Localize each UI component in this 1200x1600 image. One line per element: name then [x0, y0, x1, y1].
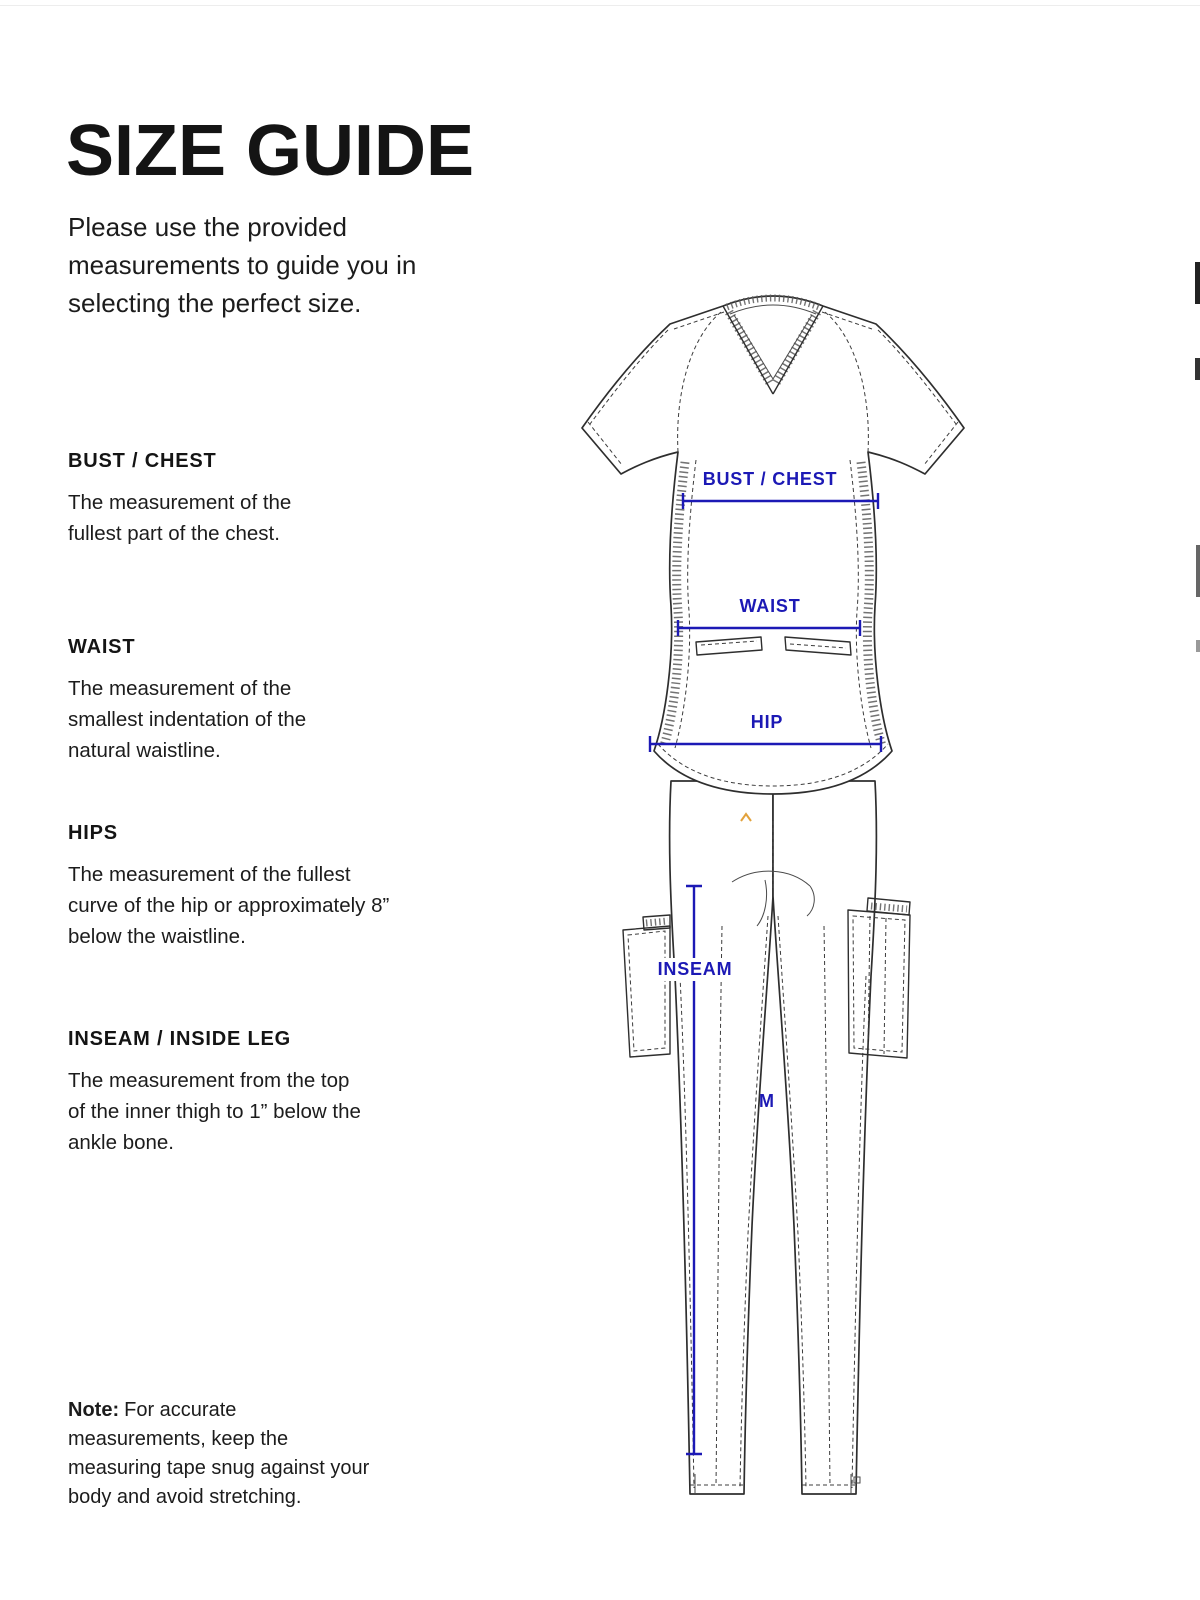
page-edge-artifact [1195, 358, 1200, 380]
section-bust-chest [68, 450, 340, 549]
page-edge-artifact [1196, 640, 1200, 652]
inseam-measure-label: INSEAM [657, 959, 733, 979]
note-body: For accurate measurements, keep the measuring tape snug against your body and avoid stretching. [68, 1399, 370, 1508]
garment-diagram [518, 276, 1058, 1566]
measurement-note [68, 1396, 374, 1512]
scrub-pants-drawing [670, 781, 877, 1494]
top-divider [0, 5, 1200, 6]
page-edge-artifact [1195, 262, 1200, 304]
hip-measure-label: HIP [750, 712, 784, 732]
section-body: The measurement from the top of the inner thigh to 1” below the ankle bone. [68, 1069, 361, 1154]
cargo-pocket-left [623, 926, 670, 1057]
section-hips [68, 822, 404, 952]
size-marker-label: M [759, 1091, 775, 1111]
scrubs-line-drawing [518, 276, 1058, 1566]
section-body: The measurement of the fullest curve of the hip or approximately 8” below the waistline. [68, 863, 390, 948]
section-waist [68, 636, 352, 766]
section-heading: INSEAM / INSIDE LEG [68, 1028, 292, 1050]
section-body: The measurement of the smallest indentation of the natural waistline. [68, 677, 307, 762]
page-title: SIZE GUIDE [66, 111, 475, 192]
section-heading: BUST / CHEST [68, 450, 217, 472]
section-inseam [68, 1028, 364, 1158]
intro-text: Please use the provided measurements to guide you in selecting the perfect size. [68, 212, 417, 318]
page-edge-artifact [1196, 545, 1200, 597]
bust-measure-label: BUST / CHEST [702, 469, 838, 489]
section-heading: WAIST [68, 636, 136, 658]
section-heading: HIPS [68, 822, 118, 844]
note-label: Note: [68, 1399, 120, 1421]
waist-measure-label: WAIST [739, 596, 801, 616]
section-body: The measurement of the fullest part of the chest. [68, 491, 292, 545]
